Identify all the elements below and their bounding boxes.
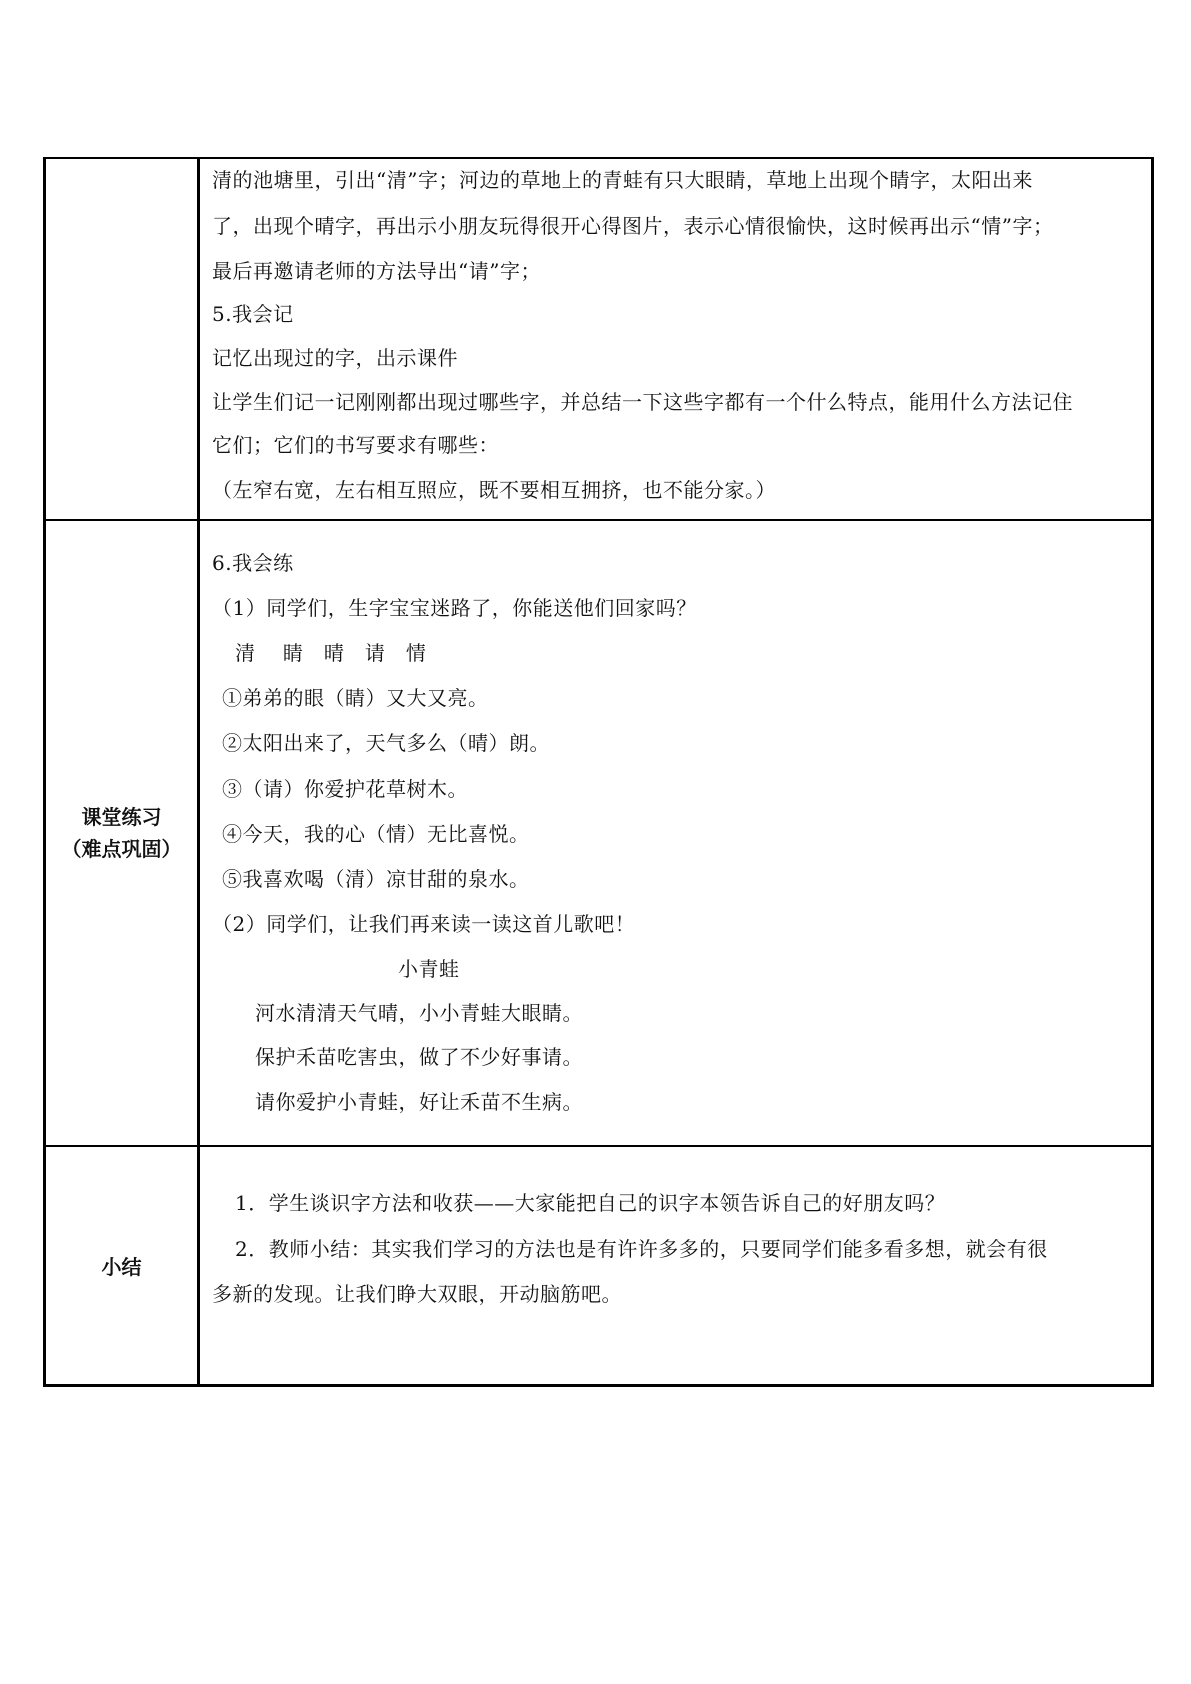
section-heading-6: 6.我会练 bbox=[212, 551, 294, 575]
poem-title: 小青蛙 bbox=[398, 957, 460, 981]
poem-line: 河水清清天气晴，小小青蛙大眼睛。 bbox=[255, 1001, 583, 1025]
exercise-item: ⑤我喜欢喝（清）凉甘甜的泉水。 bbox=[222, 867, 530, 891]
row-content-practice bbox=[200, 521, 1151, 1145]
row-label-empty bbox=[46, 159, 200, 519]
text-line: 让学生们记一记刚刚都出现过哪些字，并总结一下这些字都有一个什么特点，能用什么方法记住 bbox=[212, 390, 1073, 414]
row-content-summary bbox=[200, 1147, 1151, 1386]
exercise-item: ①弟弟的眼（睛）又大又亮。 bbox=[222, 686, 489, 710]
exercise-item: ③（请）你爱护花草树木。 bbox=[222, 777, 468, 801]
row-content-process bbox=[200, 159, 1151, 519]
poem-line: 保护禾苗吃害虫，做了不少好事请。 bbox=[255, 1045, 583, 1069]
table-row-summary bbox=[46, 1147, 1151, 1386]
text-line: 清的池塘里，引出“清”字；河边的草地上的青蛙有只大眼睛，草地上出现个睛字，太阳出来 bbox=[212, 168, 1033, 192]
exercise-item: ④今天，我的心（情）无比喜悦。 bbox=[222, 822, 530, 846]
text-line: 最后再邀请老师的方法导出“请”字； bbox=[212, 259, 541, 283]
label-line-2: （难点巩固） bbox=[61, 837, 182, 861]
section-heading-5: 5.我会记 bbox=[212, 302, 294, 326]
text-line: 它们；它们的书写要求有哪些： bbox=[212, 433, 499, 457]
table-row-process bbox=[46, 159, 1151, 521]
text-line: （左窄右宽，左右相互照应，既不要相互拥挤，也不能分家。） bbox=[212, 478, 776, 502]
text-line: 了，出现个晴字，再出示小朋友玩得很开心得图片，表示心情很愉快，这时候再出示“情”字； bbox=[212, 214, 1054, 238]
table-row-practice bbox=[46, 521, 1151, 1147]
question-2: （2）同学们，让我们再来读一读这首儿歌吧！ bbox=[212, 912, 636, 936]
exercise-item: ②太阳出来了，天气多么（晴）朗。 bbox=[222, 731, 550, 755]
row-label-practice bbox=[46, 521, 200, 1145]
text-line: 记忆出现过的字，出示课件 bbox=[212, 346, 458, 370]
character-list: 清 睛 晴 请 情 bbox=[235, 641, 427, 665]
question-1: （1）同学们，生字宝宝迷路了，你能送他们回家吗？ bbox=[212, 596, 697, 620]
summary-item-2: 2．教师小结：其实我们学习的方法也是有许许多多的，只要同学们能多看多想，就会有很 bbox=[235, 1237, 1048, 1261]
row-label-summary bbox=[46, 1147, 200, 1386]
lesson-plan-table bbox=[43, 157, 1154, 1387]
summary-item-1: 1．学生谈识字方法和收获——大家能把自己的识字本领告诉自己的好朋友吗？ bbox=[235, 1191, 946, 1215]
label-line-1: 课堂练习 bbox=[81, 805, 162, 829]
poem-line: 请你爱护小青蛙，好让禾苗不生病。 bbox=[255, 1090, 583, 1114]
label-line-1: 小结 bbox=[101, 1254, 142, 1279]
summary-item-2-cont: 多新的发现。让我们睁大双眼，开动脑筋吧。 bbox=[212, 1282, 622, 1306]
